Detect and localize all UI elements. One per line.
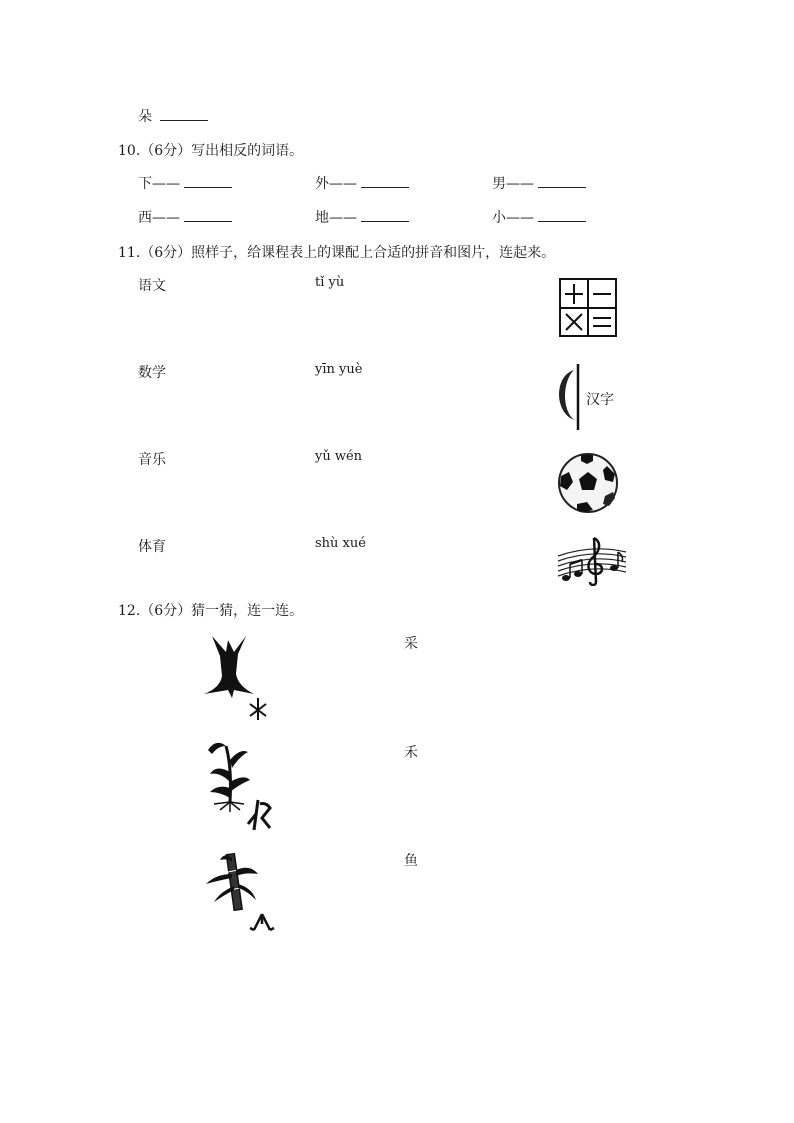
hanzi-logo-text: 汉字 (586, 392, 614, 408)
answer-blank[interactable] (184, 209, 232, 222)
answer-blank[interactable] (538, 175, 586, 188)
q9-tail-item (138, 106, 208, 126)
answer-blank[interactable] (361, 209, 409, 222)
answer-blank[interactable] (361, 175, 409, 188)
q11-title: 11.（6分）照样子，给课程表上的课配上合适的拼音和图片，连起来。 (118, 245, 556, 261)
answer-char[interactable]: 采 (404, 636, 418, 652)
subject-label[interactable]: 音乐 (138, 452, 166, 468)
pinyin-label[interactable]: tǐ yù (315, 275, 345, 290)
answer-blank[interactable] (184, 175, 232, 188)
grain-pictograph-icon[interactable] (200, 738, 276, 834)
q10-title: 10.（6分）写出相反的词语。 (118, 143, 304, 159)
math-symbols-icon[interactable] (559, 278, 617, 338)
answer-blank[interactable] (160, 108, 208, 121)
q12-title: 12.（6分）猜一猜，连一连。 (118, 603, 304, 619)
pinyin-label[interactable]: shù xué (315, 536, 366, 551)
answer-char[interactable]: 禾 (404, 745, 418, 761)
answer-char[interactable]: 鱼 (404, 853, 418, 869)
q10-item-4: 西—— (138, 207, 232, 227)
bamboo-pictograph-icon[interactable] (202, 850, 278, 936)
subject-label[interactable]: 数学 (138, 365, 166, 381)
q10-item-6: 小—— (492, 207, 586, 227)
q10-item-1: 下—— (138, 173, 232, 193)
q10-item-3: 男—— (492, 173, 586, 193)
q9-tail-char: 朵 (138, 109, 152, 125)
subject-label[interactable]: 体育 (138, 539, 166, 555)
answer-blank[interactable] (538, 209, 586, 222)
q10-item-2: 外—— (315, 173, 409, 193)
q10-item-5: 地—— (315, 207, 409, 227)
soccer-ball-icon[interactable] (557, 452, 619, 514)
music-notes-icon[interactable] (556, 534, 628, 586)
pinyin-label[interactable]: yīn yuè (315, 362, 363, 377)
pinyin-label[interactable]: yǔ wén (315, 449, 363, 464)
subject-label[interactable]: 语文 (138, 278, 166, 294)
chinese-characters-icon[interactable] (552, 360, 618, 432)
tree-pictograph-icon[interactable] (198, 632, 278, 724)
